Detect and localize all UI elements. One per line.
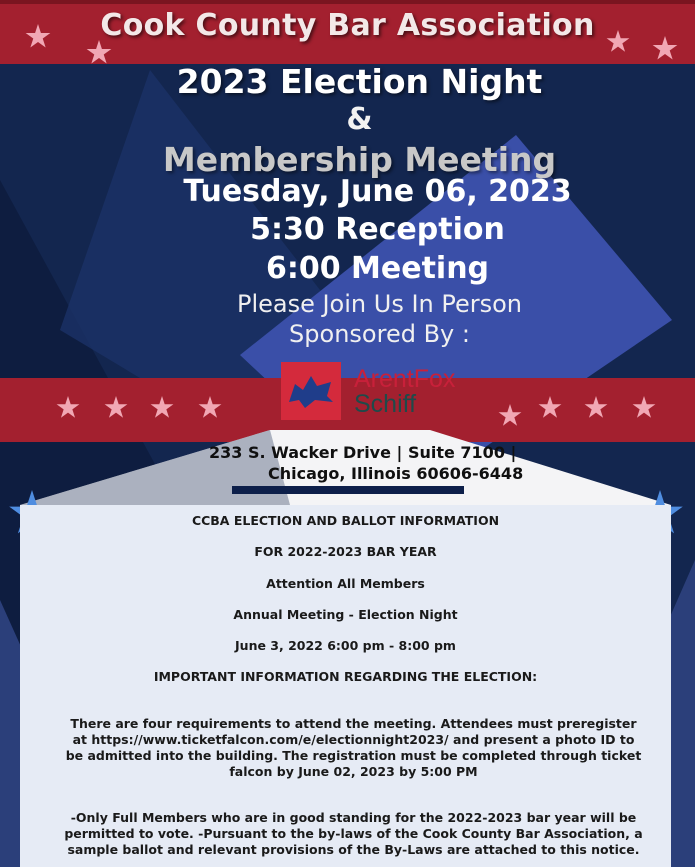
event-title-line2: Membership Meeting [162, 140, 557, 179]
address-line1: 233 S. Wacker Drive | Suite 7100 | [209, 443, 517, 462]
address-line2: Chicago, Illinois 60606-6448 [268, 464, 524, 483]
sponsored-by-label: Sponsored By : [289, 320, 470, 348]
info-heading: CCBA ELECTION AND BALLOT INFORMATION [191, 513, 500, 528]
info-attention: Attention All Members [266, 576, 425, 591]
header-band [0, 0, 695, 64]
event-reception-time: 5:30 Reception [250, 212, 505, 247]
info-paragraph-requirements: There are four requirements to attend the meeting. Attendees must preregister at https://www.ticketfalcon.com/e/electionnight2023/ and present a photo ID to be admitted into the building. The registration must be completed through ticket falcon by June 02, 2023 by 5:00 PM [65, 716, 642, 779]
info-meeting-name: Annual Meeting - Election Night [233, 607, 458, 622]
info-paragraph-voting: -Only Full Members who are in good standing for the 2022-2023 bar year will be permitted to vote. -Pursuant to the by-laws of the Cook County Bar Association, a sample ballot and relevant provisions of the By-Laws are attached to this notice. [64, 810, 643, 857]
address-underline-bar [232, 486, 464, 494]
info-meeting-time: June 3, 2022 6:00 pm - 8:00 pm [235, 638, 456, 653]
sponsor-name-line2: Schiff [354, 390, 417, 418]
event-meeting-time: 6:00 Meeting [265, 251, 490, 286]
arentfox-schiff-logo-icon [281, 362, 341, 420]
event-date: Tuesday, June 06, 2023 [183, 174, 572, 209]
header-title: Cook County Bar Association [100, 8, 595, 43]
sponsor-logo [281, 362, 473, 422]
info-important-heading: IMPORTANT INFORMATION REGARDING THE ELECTION: [153, 669, 538, 684]
event-invite-text: Please Join Us In Person [236, 290, 523, 318]
sponsor-name-line1: ArentFox [354, 365, 456, 393]
info-bar-year: FOR 2022-2023 BAR YEAR [254, 544, 437, 559]
event-title-line1: 2023 Election Night [176, 62, 543, 101]
event-title-ampersand: & [346, 102, 373, 137]
